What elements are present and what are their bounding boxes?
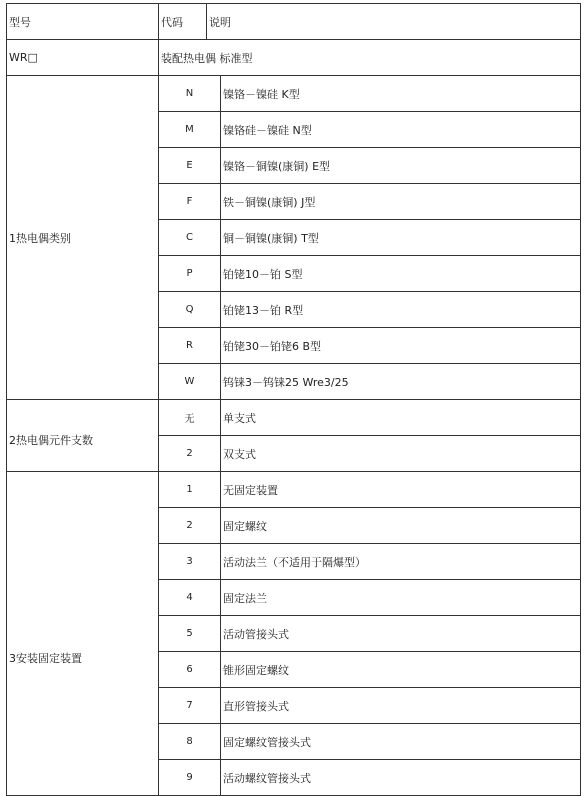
code-cell: F [159,184,221,220]
description-cell: 双支式 [221,436,581,472]
description-cell: 铂铑13－铂 R型 [221,292,581,328]
code-cell: 5 [159,616,221,652]
code-cell: E [159,148,221,184]
description-cell: 铂铑10－铂 S型 [221,256,581,292]
description-cell: 镍铬－镍硅 K型 [221,76,581,112]
code-cell: 6 [159,652,221,688]
header-description: 说明 [207,4,581,40]
description-cell: 铁－铜镍(康铜) J型 [221,184,581,220]
model-cell: WR□ [7,40,159,76]
category-cell: 2热电偶元件支数 [7,400,159,472]
description-cell: 固定法兰 [221,580,581,616]
description-cell: 无固定装置 [221,472,581,508]
table-row [7,472,581,508]
spec-table [6,3,581,796]
model-description: 装配热电偶 标准型 [159,40,581,76]
description-cell: 活动螺纹管接头式 [221,760,581,796]
code-cell: N [159,76,221,112]
description-cell: 单支式 [221,400,581,436]
code-cell: 2 [159,508,221,544]
code-cell: 4 [159,580,221,616]
header-row [7,4,581,40]
table-row [7,76,581,112]
code-cell: C [159,220,221,256]
code-cell: 7 [159,688,221,724]
code-cell: 3 [159,544,221,580]
code-cell: W [159,364,221,400]
description-cell: 铂铑30－铂铑6 B型 [221,328,581,364]
description-cell: 直形管接头式 [221,688,581,724]
code-cell: P [159,256,221,292]
code-cell: R [159,328,221,364]
code-cell: 9 [159,760,221,796]
description-cell: 活动管接头式 [221,616,581,652]
spec-table-body [7,4,581,796]
model-row [7,40,581,76]
code-cell: Q [159,292,221,328]
header-model: 型号 [7,4,159,40]
description-cell: 钨铼3－钨铼25 Wre3/25 [221,364,581,400]
code-cell: M [159,112,221,148]
description-cell: 铜－铜镍(康铜) T型 [221,220,581,256]
table-row [7,400,581,436]
code-cell: 2 [159,436,221,472]
code-cell: 8 [159,724,221,760]
category-cell: 3安装固定装置 [7,472,159,796]
description-cell: 锥形固定螺纹 [221,652,581,688]
description-cell: 活动法兰（不适用于隔爆型） [221,544,581,580]
code-cell: 无 [159,400,221,436]
category-cell: 1热电偶类别 [7,76,159,400]
code-cell: 1 [159,472,221,508]
description-cell: 镍铬－铜镍(康铜) E型 [221,148,581,184]
description-cell: 镍铬硅－镍硅 N型 [221,112,581,148]
description-cell: 固定螺纹 [221,508,581,544]
description-cell: 固定螺纹管接头式 [221,724,581,760]
header-code: 代码 [159,4,207,40]
